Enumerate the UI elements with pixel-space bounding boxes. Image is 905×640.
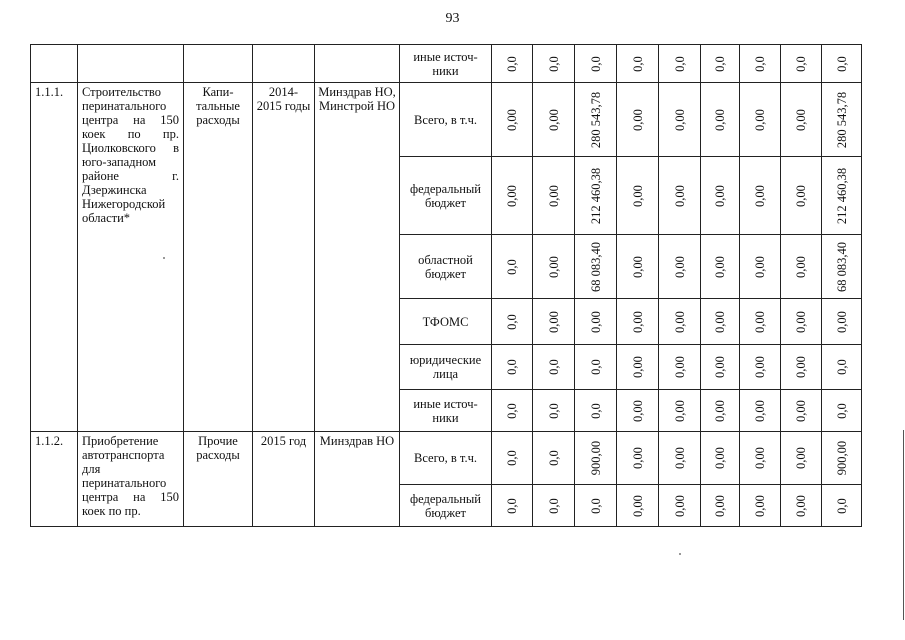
value-cell: 0,00 <box>617 83 659 157</box>
value-cell: 0,00 <box>659 485 701 527</box>
executor: Минздрав НО <box>315 432 400 527</box>
value-cell: 0,0 <box>492 485 533 527</box>
empty-cell <box>184 45 253 83</box>
value-cell: 0,00 <box>659 345 701 390</box>
value-cell: 0,00 <box>740 485 781 527</box>
value-cell: 0,00 <box>740 345 781 390</box>
value-cell: 0,00 <box>659 157 701 235</box>
value-cell: 0,00 <box>575 299 617 345</box>
value-cell: 0,0 <box>492 345 533 390</box>
value-cell: 0,00 <box>740 157 781 235</box>
value-cell: 0,00 <box>781 235 822 299</box>
period: 2015 год <box>253 432 315 527</box>
value-cell: 212 460,38 <box>575 157 617 235</box>
value-cell: 0,00 <box>781 157 822 235</box>
value-cell: 0,0 <box>492 299 533 345</box>
scan-speck <box>163 257 165 259</box>
value-cell: 280 543,78 <box>575 83 617 157</box>
page-number: 93 <box>445 11 460 26</box>
value-cell: 0,00 <box>701 485 740 527</box>
value-cell: 0,00 <box>659 235 701 299</box>
value-cell: 0,0 <box>617 45 659 83</box>
value-cell: 0,0 <box>533 432 575 485</box>
value-cell: 0,00 <box>740 299 781 345</box>
value-cell: 0,00 <box>533 299 575 345</box>
value-cell: 0,00 <box>781 83 822 157</box>
funding-source: Всего, в т.ч. <box>400 432 492 485</box>
value-cell: 0,00 <box>781 432 822 485</box>
empty-cell <box>31 45 78 83</box>
scan-edge-line <box>903 430 904 620</box>
value-cell: 0,0 <box>533 390 575 432</box>
value-cell: 0,00 <box>740 235 781 299</box>
item-number: 1.1.2. <box>31 432 78 527</box>
value-cell: 0,0 <box>822 390 862 432</box>
value-cell: 0,00 <box>781 345 822 390</box>
value-cell: 0,0 <box>701 45 740 83</box>
item-number: 1.1.1. <box>31 83 78 432</box>
value-cell: 0,00 <box>492 83 533 157</box>
value-cell: 0,00 <box>617 432 659 485</box>
value-cell: 900,00 <box>575 432 617 485</box>
value-cell: 0,00 <box>533 157 575 235</box>
value-cell: 0,00 <box>701 345 740 390</box>
value-cell: 900,00 <box>822 432 862 485</box>
empty-cell <box>78 45 184 83</box>
value-cell: 0,00 <box>617 157 659 235</box>
funding-source: иные источ- ники <box>400 45 492 83</box>
value-cell: 212 460,38 <box>822 157 862 235</box>
value-cell: 0,00 <box>781 485 822 527</box>
funding-source: областной бюджет <box>400 235 492 299</box>
value-cell: 0,00 <box>701 390 740 432</box>
funding-source: иные источ- ники <box>400 390 492 432</box>
value-cell: 0,00 <box>781 299 822 345</box>
value-cell: 0,0 <box>575 45 617 83</box>
value-cell: 0,00 <box>617 299 659 345</box>
value-cell: 0,0 <box>533 485 575 527</box>
value-cell: 0,00 <box>701 83 740 157</box>
empty-cell <box>253 45 315 83</box>
value-cell: 0,00 <box>781 390 822 432</box>
table-row <box>31 45 862 83</box>
value-cell: 0,00 <box>740 432 781 485</box>
value-cell: 68 083,40 <box>575 235 617 299</box>
value-cell: 0,00 <box>701 235 740 299</box>
value-cell: 0,0 <box>533 345 575 390</box>
value-cell: 0,0 <box>659 45 701 83</box>
value-cell: 0,00 <box>617 345 659 390</box>
value-cell: 0,00 <box>492 157 533 235</box>
value-cell: 0,0 <box>822 45 862 83</box>
item-name: Строительство перинатального центра на 150 коек по пр. Циолковского в юго-западном районе г. Дзержинска Нижегородской области* <box>78 83 184 432</box>
executor: Минздрав НО, Минстрой НО <box>315 83 400 432</box>
value-cell: 280 543,78 <box>822 83 862 157</box>
value-cell: 0,0 <box>492 432 533 485</box>
value-cell: 0,00 <box>822 299 862 345</box>
value-cell: 0,0 <box>822 485 862 527</box>
funding-source: Всего, в т.ч. <box>400 83 492 157</box>
value-cell: 0,00 <box>701 157 740 235</box>
value-cell: 0,0 <box>575 345 617 390</box>
value-cell: 0,0 <box>492 390 533 432</box>
funding-source: федеральный бюджет <box>400 485 492 527</box>
funding-source: ТФОМС <box>400 299 492 345</box>
value-cell: 0,0 <box>781 45 822 83</box>
scan-speck <box>679 553 681 555</box>
budget-table <box>30 44 862 527</box>
value-cell: 0,0 <box>492 235 533 299</box>
value-cell: 0,00 <box>740 83 781 157</box>
value-cell: 68 083,40 <box>822 235 862 299</box>
value-cell: 0,00 <box>617 390 659 432</box>
value-cell: 0,00 <box>659 390 701 432</box>
item-name: Приобретение автотранспорта для перинатального центра на 150 коек по пр. <box>78 432 184 527</box>
empty-cell <box>315 45 400 83</box>
value-cell: 0,0 <box>533 45 575 83</box>
expense-type: Прочие расходы <box>184 432 253 527</box>
value-cell: 0,0 <box>575 485 617 527</box>
value-cell: 0,00 <box>533 235 575 299</box>
value-cell: 0,00 <box>659 299 701 345</box>
value-cell: 0,00 <box>617 235 659 299</box>
table-row <box>31 83 862 157</box>
value-cell: 0,00 <box>533 83 575 157</box>
period: 2014- 2015 годы <box>253 83 315 432</box>
value-cell: 0,00 <box>659 83 701 157</box>
value-cell: 0,0 <box>740 45 781 83</box>
value-cell: 0,00 <box>701 432 740 485</box>
funding-source: федеральный бюджет <box>400 157 492 235</box>
expense-type: Капи- тальные расходы <box>184 83 253 432</box>
value-cell: 0,00 <box>659 432 701 485</box>
value-cell: 0,00 <box>740 390 781 432</box>
value-cell: 0,0 <box>492 45 533 83</box>
value-cell: 0,0 <box>575 390 617 432</box>
value-cell: 0,0 <box>822 345 862 390</box>
funding-source: юридические лица <box>400 345 492 390</box>
table-row <box>31 432 862 485</box>
value-cell: 0,00 <box>701 299 740 345</box>
value-cell: 0,00 <box>617 485 659 527</box>
